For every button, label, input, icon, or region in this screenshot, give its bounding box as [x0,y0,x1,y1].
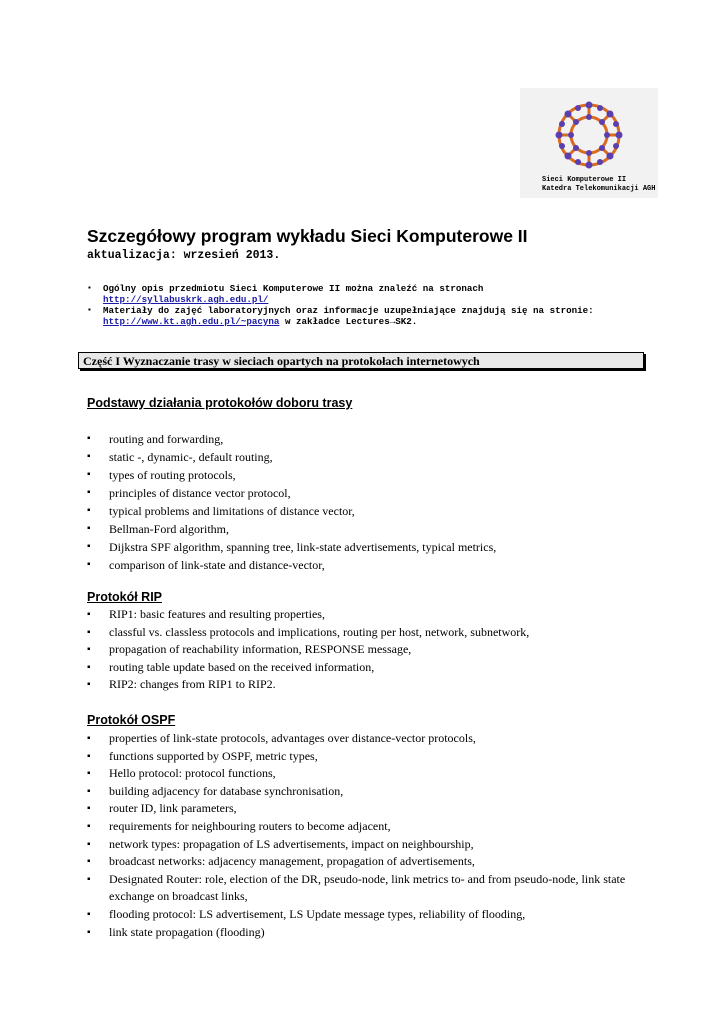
list-item: ▪ static -, dynamic-, default routing, [87,448,647,466]
list-item: ▪ functions supported by OSPF, metric types, [87,748,647,766]
list-item: ▪ Hello protocol: protocol functions, [87,765,647,783]
list-item: ▪ network types: propagation of LS advertisements, impact on neighbourship, [87,836,647,854]
list-item: ▪ Bellman-Ford algorithm, [87,520,647,538]
note-text: Materiały do zajęć laboratoryjnych oraz informacje uzupełniające znajdują się na stronie: [103,305,594,316]
lectures-link[interactable]: http://www.kt.agh.edu.pl/~pacyna [103,316,280,327]
part-heading: Część I Wyznaczanie trasy w sieciach opartych na protokołach internetowych [78,352,644,369]
list-item: ▪ router ID, link parameters, [87,800,647,818]
fullerene-molecule-icon [548,94,630,176]
section-list-rip [87,606,647,694]
list-item: ▪ principles of distance vector protocol, [87,484,647,502]
section-list-ospf [87,730,647,941]
list-item: ▪ propagation of reachability information, RESPONSE message, [87,641,647,659]
page-title: Szczegółowy program wykładu Sieci Komputerowe II [87,226,528,246]
note-item [87,305,594,327]
logo-line-1: Sieci Komputerowe II [542,176,627,184]
section-heading-basics: Podstawy działania protokołów doboru trasy [87,396,353,410]
list-item: ▪ flooding protocol: LS advertisement, LS Update message types, reliability of flooding, [87,906,647,924]
note-text-after: w zakładce Lectures→SK2. [279,316,418,327]
logo [520,88,658,198]
list-item: ▪ typical problems and limitations of distance vector, [87,502,647,520]
list-item: ▪ RIP1: basic features and resulting properties, [87,606,647,624]
list-item: ▪ link state propagation (flooding) [87,924,647,942]
section-heading-ospf: Protokół OSPF [87,713,176,727]
list-item: ▪ routing table update based on the received information, [87,659,647,677]
list-item: ▪ routing and forwarding, [87,430,647,448]
list-item: ▪ broadcast networks: adjacency management, propagation of advertisements, [87,853,647,871]
syllabus-link[interactable]: http://syllabuskrk.agh.edu.pl/ [103,294,269,305]
list-item: ▪ classful vs. classless protocols and implications, routing per host, network, subnetwork, [87,624,647,642]
list-item: ▪ comparison of link-state and distance-vector, [87,556,647,574]
page-subtitle: aktualizacja: wrzesień 2013. [87,249,281,262]
note-text: Ogólny opis przedmiotu Sieci Komputerowe II można znaleźć na stronach [103,283,484,294]
list-item: ▪ Designated Router: role, election of the DR, pseudo-node, link metrics to- and from pseudo-node, link state exchange on broadcast links, [87,871,647,906]
list-item: ▪ types of routing protocols, [87,466,647,484]
section-list-basics [87,430,647,574]
info-notes [87,283,594,327]
list-item: ▪ properties of link-state protocols, advantages over distance-vector protocols, [87,730,647,748]
list-item: ▪ Dijkstra SPF algorithm, spanning tree, link-state advertisements, typical metrics, [87,538,647,556]
list-item: ▪ RIP2: changes from RIP1 to RIP2. [87,676,647,694]
logo-line-2: Katedra Telekomunikacji AGH [542,185,656,193]
section-heading-rip: Protokół RIP [87,590,163,604]
list-item: ▪ building adjacency for database synchronisation, [87,783,647,801]
note-item [87,283,594,305]
list-item: ▪ requirements for neighbouring routers to become adjacent, [87,818,647,836]
